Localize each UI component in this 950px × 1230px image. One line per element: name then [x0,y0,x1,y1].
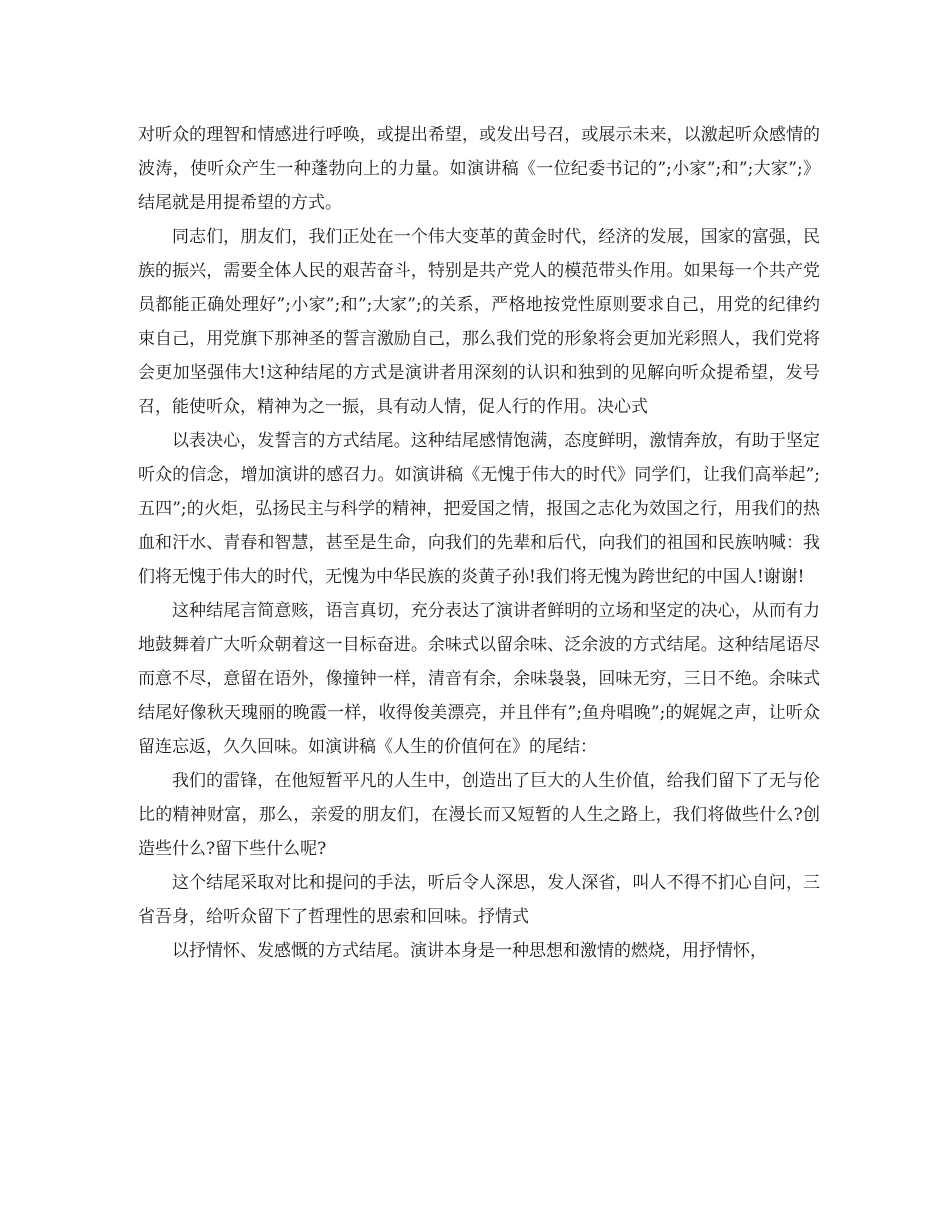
paragraph-4: 这种结尾言简意赅，语言真切，充分表达了演讲者鲜明的立场和坚定的决心，从而有力地鼓舞着广大听众朝着这一目标奋进。余味式以留余味、泛余波的方式结尾。这种结尾语尽而意不尽，意留在语外，像撞钟一样，清音有余，余味袅袅，回味无穷，三日不绝。余味式结尾好像秋天瑰丽的晚霞一样，收得俊美漂亮，并且伴有”;鱼舟唱晚”;的娓娓之声，让听众留连忘返，久久回味。如演讲稿《人生的价值何在》的尾结： [138,601,820,757]
paragraph-5: 我们的雷锋，在他短暂平凡的人生中，创造出了巨大的人生价值，给我们留下了无与伦比的精神财富，那么，亲爱的朋友们，在漫长而又短暂的人生之路上，我们将做些什么?创造些什么?留下些什么呢? [138,771,820,859]
paragraph-3: 以表决心，发誓言的方式结尾。这种结尾感情饱满，态度鲜明，激情奔放，有助于坚定听众的信念，增加演讲的感召力。如演讲稿《无愧于伟大的时代》同学们，让我们高举起”;五四”;的火炬，弘扬民主与科学的精神，把爱国之情，报国之志化为效国之行，用我们的热血和汗水、青春和智慧，甚至是生命，向我们的先辈和后代，向我们的祖国和民族呐喊：我们将无愧于伟大的时代，无愧为中华民族的炎黄子孙!我们将无愧为跨世纪的中国人!谢谢! [138,431,820,587]
paragraph-2: 同志们，朋友们，我们正处在一个伟大变革的黄金时代，经济的发展，国家的富强，民族的振兴，需要全体人民的艰苦奋斗，特别是共产党人的模范带头作用。如果每一个共产党员都能正确处理好”;小家”;和”;大家”;的关系，严格地按党性原则要求自己，用党的纪律约束自己，用党旗下那神圣的誓言激励自己，那么我们党的形象将会更加光彩照人，我们党将会更加坚强伟大!这种结尾的方式是演讲者用深刻的认识和独到的见解向听众提希望，发号召，能使听众，精神为之一振，具有动人情，促人行的作用。决心式 [138,227,820,417]
paragraph-1: 对听众的理智和情感进行呼唤，或提出希望，或发出号召，或展示未来，以激起听众感情的波涛，使听众产生一种蓬勃向上的力量。如演讲稿《一位纪委书记的”;小家”;和”;大家”;》结尾就是用提希望的方式。 [138,125,820,213]
paragraph-6: 这个结尾采取对比和提问的手法，听后令人深思，发人深省，叫人不得不扪心自问，三省吾身，给听众留下了哲理性的思索和回味。抒情式 [138,873,820,927]
paragraph-7: 以抒情怀、发感慨的方式结尾。演讲本身是一种思想和激情的燃烧，用抒情怀， [172,941,767,961]
body-text [138,118,820,968]
